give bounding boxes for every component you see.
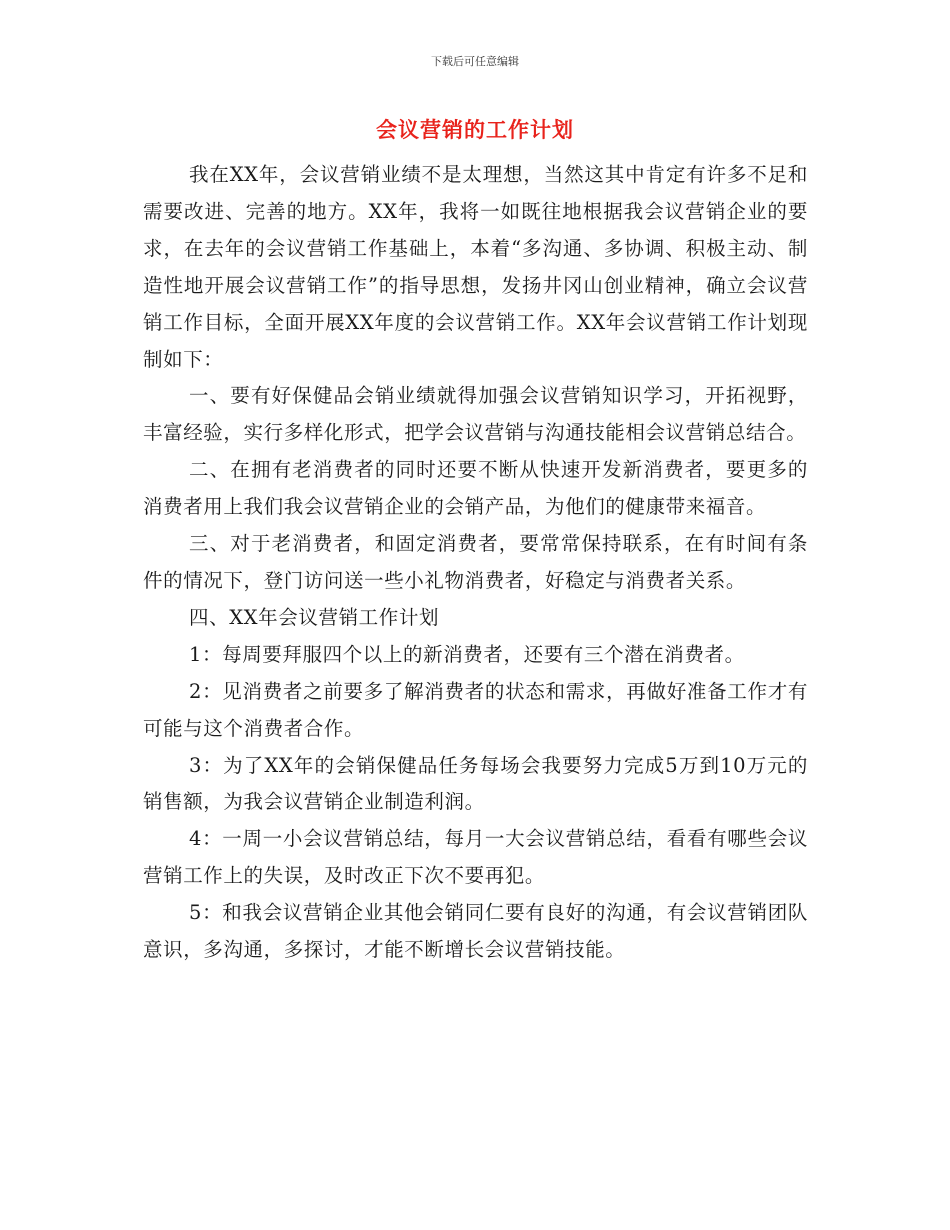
- document-body: [143, 157, 808, 969]
- plan-item-1: 1：每周要拜服四个以上的新消费者，还要有三个潜在消费者。: [189, 642, 745, 666]
- paragraph-intro: 我在XX年，会议营销业绩不是太理想，当然这其中肯定有许多不足和需要改进、完善的地方。XX年，我将一如既往地根据我会议营销企业的要求，在去年的会议营销工作基础上，本着“多沟通、多协调、积极主动、制造性地开展会议营销工作”的指导思想，发扬井冈山创业精神，确立会议营销工作目标，全面开展XX年度的会议营销工作。XX年会议营销工作计划现制如下：: [143, 163, 808, 371]
- paragraph-point-2: 二、在拥有老消费者的同时还要不断从快速开发新消费者，要更多的消费者用上我们我会议营销企业的会销产品，为他们的健康带来福音。: [143, 458, 808, 519]
- paragraph-point-1: 一、要有好保健品会销业绩就得加强会议营销知识学习，开拓视野，丰富经验，实行多样化形式，把学会议营销与沟通技能相会议营销总结合。: [143, 384, 808, 445]
- plan-item-5: 5：和我会议营销企业其他会销同仁要有良好的沟通，有会议营销团队意识，多沟通，多探讨，才能不断增长会议营销技能。: [143, 901, 808, 962]
- document-title: 会议营销的工作计划: [376, 118, 574, 142]
- paragraph-point-3: 三、对于老消费者，和固定消费者，要常常保持联系，在有时间有条件的情况下，登门访问送一些小礼物消费者，好稳定与消费者关系。: [143, 532, 808, 592]
- plan-item-3: 3：为了XX年的会销保健品任务每场会我要努力完成5万到10万元的销售额，为我会议营销企业制造利润。: [143, 753, 808, 814]
- plan-item-4: 4：一周一小会议营销总结，每月一大会议营销总结，看看有哪些会议营销工作上的失误，及时改正下次不要再犯。: [143, 827, 808, 888]
- plan-item-2: 2：见消费者之前要多了解消费者的状态和需求，再做好准备工作才有可能与这个消费者合作。: [143, 679, 808, 740]
- paragraph-point-4-heading: 四、XX年会议营销工作计划: [189, 605, 440, 629]
- header-note: 下载后可任意编辑: [431, 55, 519, 68]
